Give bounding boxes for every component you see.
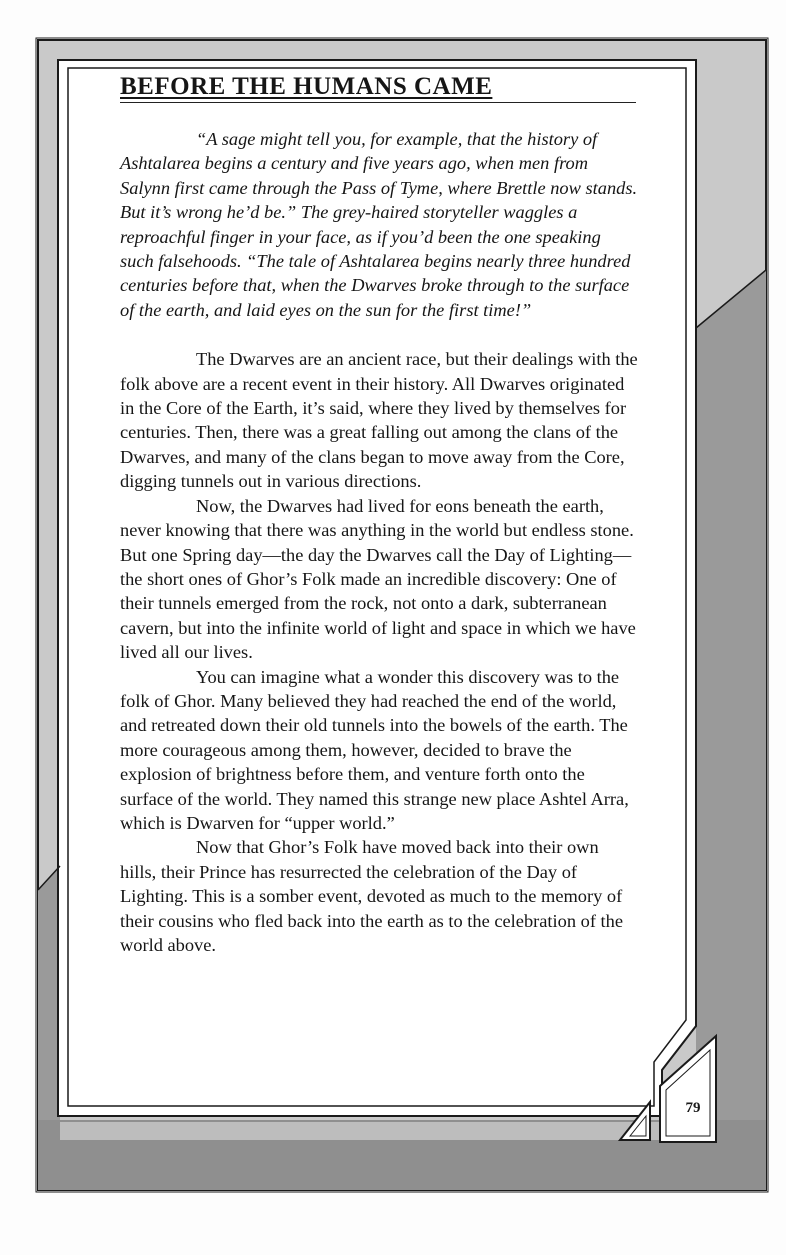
text-column	[120, 72, 638, 957]
page-title: BEFORE THE HUMANS CAME	[120, 73, 493, 100]
body-paragraph-2: Now, the Dwarves had lived for eons beneath the earth, never knowing that there was anything in the world but endless stone. But one Spring day—the day the Dwarves call the Day of Lighting—the short ones of Ghor’s Folk made an incredible discovery: One of their tunnels emerged from the rock, not onto a dark, subterranean cavern, but into the infinite world of light and space in which we have lived all our lives.	[120, 495, 636, 663]
body-paragraph-1: The Dwarves are an ancient race, but their dealings with the folk above are a recent event in their history. All Dwarves originated in the Core of the Earth, it’s said, where they lived by themselves for centuries. Then, there was a great falling out among the clans of the Dwarves, and many of the clans began to move away from the Core, digging tunnels out in various directions.	[120, 349, 638, 492]
page-number: 79	[685, 1100, 701, 1116]
title-underline-rule	[120, 102, 636, 103]
bottom-mid-strip	[60, 1122, 680, 1140]
opening-quote: “A sage might tell you, for example, that the history of Ashtalarea begins a century and five years ago, when men from Salynn first came through the Pass of Tyme, where Brettle now stands. But it’s wrong he’d be.” The grey-haired storyteller waggles a reproachful finger in your face, as if you’d been the one speaking such falsehoods. “The tale of Ashtalarea begins nearly three hundred centuries before that, when the Dwarves broke through to the surface of the earth, and laid eyes on the sun for the first time!”	[120, 129, 638, 320]
body-paragraph-3: You can imagine what a wonder this discovery was to the folk of Ghor. Many believed they had reached the end of the world, and retreated down their old tunnels into the bowels of the earth. The more courageous among them, however, decided to brave the explosion of brightness before them, and venture forth onto the surface of the world. They named this strange new place Ashtel Arra, which is Dwarven for “upper world.”	[120, 666, 629, 833]
body-paragraph-4: Now that Ghor’s Folk have moved back into their own hills, their Prince has resurrected the celebration of the Day of Lighting. This is a somber event, devoted as much to the memory of their cousins who fled back into the earth as to the celebration of the world above.	[120, 837, 624, 955]
